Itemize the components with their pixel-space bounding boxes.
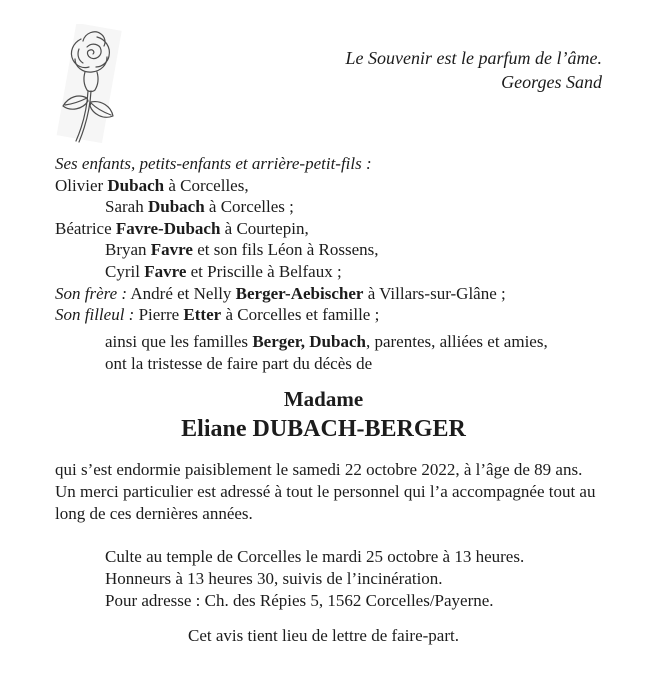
deceased-title: Madame: [283, 387, 364, 411]
tribute-line-1: [105, 331, 607, 353]
given-name: Olivier: [55, 175, 108, 195]
residence: à Corcelles ;: [204, 197, 294, 217]
epigraph-attribution: Georges Sand: [501, 72, 602, 92]
surname: Favre: [144, 261, 187, 281]
deceased-name: Eliane DUBACH-BERGER: [181, 416, 466, 442]
surname: Favre-Dubach: [115, 218, 221, 238]
family-member-cyril: [55, 261, 607, 283]
family-member-bryan: [55, 239, 607, 261]
given-name: Béatrice: [55, 218, 116, 238]
surname: Favre: [150, 240, 193, 260]
residence: à Corcelles,: [164, 175, 249, 195]
family-list: [55, 153, 607, 326]
given-name: Bryan: [105, 240, 151, 260]
family-member-sarah: [55, 196, 607, 218]
death-details-paragraph: [55, 459, 601, 525]
surname: Berger-Aebischer: [235, 283, 364, 303]
closing-statement: Cet avis tient lieu de lettre de faire-part.: [188, 626, 459, 645]
tribute-text: ainsi que les familles: [105, 332, 253, 351]
relation-label: Son filleul :: [55, 305, 135, 325]
surname: Etter: [183, 305, 222, 325]
residence: à Courtepin,: [220, 218, 309, 238]
epigraph-text: Le Souvenir est le parfum de l’âme.: [345, 48, 602, 68]
given-name: André et Nelly: [127, 283, 236, 303]
tribute-line-2: ont la tristesse de faire part du décès de: [105, 353, 373, 373]
family-member-brother: [55, 283, 607, 305]
surname: Dubach: [107, 175, 165, 195]
family-member-olivier: [55, 175, 607, 197]
residence: à Corcelles et famille ;: [221, 305, 380, 325]
ceremony-honors-line: Honneurs à 13 heures 30, suivis de l’incinération.: [105, 569, 443, 588]
ceremony-address-line: Pour adresse : Ch. des Répies 5, 1562 Corcelles/Payerne.: [105, 591, 494, 610]
family-member-godson: [55, 304, 607, 326]
given-name: Pierre: [134, 305, 184, 325]
family-member-beatrice: [55, 218, 607, 240]
thanks-sentence: Un merci particulier est adressé à tout le personnel qui l’a accompagnée tout au long de ces dernières années.: [55, 482, 596, 523]
family-names: Berger, Dubach: [252, 332, 366, 351]
residence: et son fils Léon à Rossens,: [192, 240, 379, 260]
tribute-paragraph: [105, 331, 607, 375]
ceremony-details: [105, 546, 607, 612]
given-name: Cyril: [105, 261, 145, 281]
ceremony-service-line: Culte au temple de Corcelles le mardi 25 octobre à 13 heures.: [105, 547, 525, 566]
relation-label: Son frère :: [55, 283, 128, 303]
given-name: Sarah: [105, 197, 148, 217]
rose-image: [50, 24, 128, 144]
tribute-text: , parentes, alliées et amies,: [365, 332, 548, 351]
rose-icon: [50, 24, 128, 144]
residence: et Priscille à Belfaux ;: [186, 261, 342, 281]
death-sentence: qui s’est endormie paisiblement le samedi 22 octobre 2022, à l’âge de 89 ans.: [55, 460, 583, 479]
surname: Dubach: [147, 197, 205, 217]
residence: à Villars-sur-Glâne ;: [363, 283, 506, 303]
epigraph: [346, 46, 602, 94]
family-intro: Ses enfants, petits-enfants et arrière-petit-fils :: [55, 154, 372, 173]
